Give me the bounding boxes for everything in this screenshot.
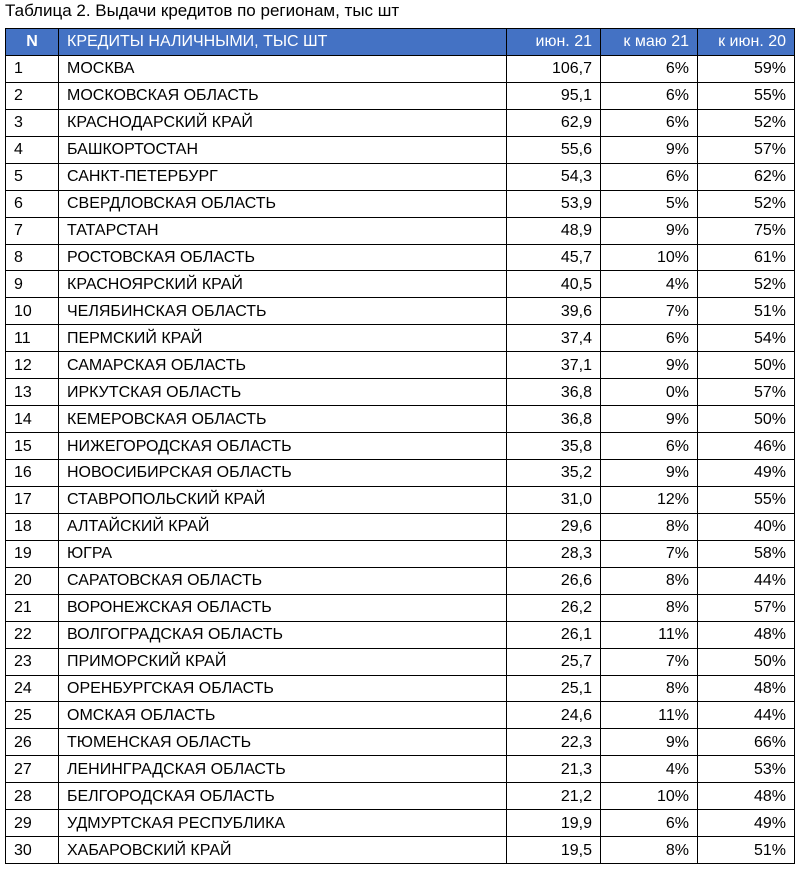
cell-jun21: 29,6 [507, 513, 601, 540]
cell-vs-jun20: 49% [698, 810, 795, 837]
cell-vs-jun20: 40% [698, 513, 795, 540]
cell-jun21: 39,6 [507, 298, 601, 325]
cell-vs-jun20: 57% [698, 136, 795, 163]
table-row [6, 217, 795, 244]
cell-jun21: 21,3 [507, 756, 601, 783]
cell-jun21: 53,9 [507, 190, 601, 217]
table-row [6, 109, 795, 136]
table-row [6, 702, 795, 729]
cell-vs-may21: 6% [601, 325, 698, 352]
cell-region: САМАРСКАЯ ОБЛАСТЬ [59, 352, 507, 379]
cell-jun21: 37,1 [507, 352, 601, 379]
cell-region: КЕМЕРОВСКАЯ ОБЛАСТЬ [59, 406, 507, 433]
cell-jun21: 35,2 [507, 460, 601, 487]
cell-vs-jun20: 62% [698, 163, 795, 190]
cell-vs-may21: 0% [601, 379, 698, 406]
cell-n: 23 [6, 648, 59, 675]
cell-vs-may21: 11% [601, 621, 698, 648]
cell-n: 19 [6, 540, 59, 567]
cell-n: 8 [6, 244, 59, 271]
table-caption: Таблица 2. Выдачи кредитов по регионам, тыс шт [5, 1, 400, 20]
cell-n: 18 [6, 513, 59, 540]
cell-n: 26 [6, 729, 59, 756]
cell-region: ЧЕЛЯБИНСКАЯ ОБЛАСТЬ [59, 298, 507, 325]
cell-n: 3 [6, 109, 59, 136]
cell-jun21: 62,9 [507, 109, 601, 136]
table-row [6, 352, 795, 379]
cell-vs-jun20: 51% [698, 298, 795, 325]
table-row [6, 837, 795, 864]
cell-vs-jun20: 46% [698, 433, 795, 460]
cell-vs-jun20: 66% [698, 729, 795, 756]
table-header [6, 29, 795, 56]
cell-n: 25 [6, 702, 59, 729]
cell-n: 21 [6, 594, 59, 621]
cell-jun21: 28,3 [507, 540, 601, 567]
cell-n: 11 [6, 325, 59, 352]
cell-region: ОРЕНБУРГСКАЯ ОБЛАСТЬ [59, 675, 507, 702]
cell-vs-may21: 7% [601, 540, 698, 567]
cell-vs-jun20: 50% [698, 648, 795, 675]
cell-n: 12 [6, 352, 59, 379]
table-row [6, 567, 795, 594]
table-row [6, 460, 795, 487]
cell-vs-may21: 8% [601, 675, 698, 702]
cell-vs-jun20: 59% [698, 55, 795, 82]
table-row [6, 486, 795, 513]
cell-jun21: 36,8 [507, 379, 601, 406]
table-row [6, 379, 795, 406]
cell-jun21: 26,6 [507, 567, 601, 594]
cell-n: 22 [6, 621, 59, 648]
cell-region: ВОЛГОГРАДСКАЯ ОБЛАСТЬ [59, 621, 507, 648]
cell-vs-may21: 9% [601, 136, 698, 163]
table-row [6, 244, 795, 271]
table-row [6, 540, 795, 567]
cell-n: 28 [6, 783, 59, 810]
cell-vs-may21: 6% [601, 82, 698, 109]
cell-n: 10 [6, 298, 59, 325]
table-row [6, 55, 795, 82]
cell-region: ХАБАРОВСКИЙ КРАЙ [59, 837, 507, 864]
cell-region: ВОРОНЕЖСКАЯ ОБЛАСТЬ [59, 594, 507, 621]
table-row [6, 163, 795, 190]
cell-n: 29 [6, 810, 59, 837]
cell-n: 27 [6, 756, 59, 783]
cell-jun21: 55,6 [507, 136, 601, 163]
header-vs-may21: к маю 21 [601, 29, 698, 56]
cell-region: АЛТАЙСКИЙ КРАЙ [59, 513, 507, 540]
table-row [6, 271, 795, 298]
cell-region: САРАТОВСКАЯ ОБЛАСТЬ [59, 567, 507, 594]
table-row [6, 783, 795, 810]
cell-region: ПРИМОРСКИЙ КРАЙ [59, 648, 507, 675]
cell-vs-jun20: 48% [698, 621, 795, 648]
cell-vs-may21: 6% [601, 810, 698, 837]
cell-jun21: 24,6 [507, 702, 601, 729]
cell-region: СТАВРОПОЛЬСКИЙ КРАЙ [59, 486, 507, 513]
cell-region: БАШКОРТОСТАН [59, 136, 507, 163]
cell-region: НИЖЕГОРОДСКАЯ ОБЛАСТЬ [59, 433, 507, 460]
regions-table [5, 28, 795, 864]
cell-jun21: 106,7 [507, 55, 601, 82]
table-row [6, 594, 795, 621]
cell-vs-may21: 4% [601, 271, 698, 298]
cell-vs-jun20: 44% [698, 567, 795, 594]
header-n: N [6, 29, 59, 56]
cell-region: ТАТАРСТАН [59, 217, 507, 244]
cell-n: 4 [6, 136, 59, 163]
cell-jun21: 22,3 [507, 729, 601, 756]
table-row [6, 621, 795, 648]
cell-vs-jun20: 61% [698, 244, 795, 271]
cell-n: 16 [6, 460, 59, 487]
cell-n: 15 [6, 433, 59, 460]
cell-n: 13 [6, 379, 59, 406]
cell-vs-may21: 8% [601, 567, 698, 594]
cell-jun21: 95,1 [507, 82, 601, 109]
cell-region: МОСКВА [59, 55, 507, 82]
cell-region: МОСКОВСКАЯ ОБЛАСТЬ [59, 82, 507, 109]
cell-region: БЕЛГОРОДСКАЯ ОБЛАСТЬ [59, 783, 507, 810]
table-row [6, 190, 795, 217]
cell-vs-may21: 12% [601, 486, 698, 513]
cell-vs-jun20: 55% [698, 486, 795, 513]
cell-vs-jun20: 48% [698, 783, 795, 810]
cell-vs-jun20: 58% [698, 540, 795, 567]
cell-jun21: 26,2 [507, 594, 601, 621]
header-name: КРЕДИТЫ НАЛИЧНЫМИ, ТЫС ШТ [59, 29, 507, 56]
cell-n: 14 [6, 406, 59, 433]
table-row [6, 648, 795, 675]
table-row [6, 810, 795, 837]
cell-n: 7 [6, 217, 59, 244]
cell-vs-jun20: 44% [698, 702, 795, 729]
cell-vs-jun20: 48% [698, 675, 795, 702]
header-vs-jun20: к июн. 20 [698, 29, 795, 56]
cell-jun21: 31,0 [507, 486, 601, 513]
cell-vs-jun20: 50% [698, 352, 795, 379]
cell-vs-may21: 8% [601, 513, 698, 540]
table-row [6, 406, 795, 433]
table-row [6, 298, 795, 325]
table-row [6, 325, 795, 352]
cell-jun21: 36,8 [507, 406, 601, 433]
table-row [6, 82, 795, 109]
cell-jun21: 54,3 [507, 163, 601, 190]
cell-vs-may21: 9% [601, 460, 698, 487]
cell-region: ОМСКАЯ ОБЛАСТЬ [59, 702, 507, 729]
cell-n: 6 [6, 190, 59, 217]
cell-region: ТЮМЕНСКАЯ ОБЛАСТЬ [59, 729, 507, 756]
cell-vs-may21: 11% [601, 702, 698, 729]
cell-vs-jun20: 51% [698, 837, 795, 864]
cell-jun21: 37,4 [507, 325, 601, 352]
cell-n: 24 [6, 675, 59, 702]
cell-vs-may21: 6% [601, 55, 698, 82]
cell-vs-jun20: 75% [698, 217, 795, 244]
table-row [6, 756, 795, 783]
cell-region: ПЕРМСКИЙ КРАЙ [59, 325, 507, 352]
cell-n: 2 [6, 82, 59, 109]
cell-region: СВЕРДЛОВСКАЯ ОБЛАСТЬ [59, 190, 507, 217]
cell-vs-may21: 8% [601, 837, 698, 864]
cell-region: НОВОСИБИРСКАЯ ОБЛАСТЬ [59, 460, 507, 487]
cell-vs-may21: 6% [601, 433, 698, 460]
cell-region: ЮГРА [59, 540, 507, 567]
table-body [6, 55, 795, 863]
cell-vs-may21: 9% [601, 406, 698, 433]
cell-n: 30 [6, 837, 59, 864]
cell-vs-jun20: 54% [698, 325, 795, 352]
cell-vs-may21: 5% [601, 190, 698, 217]
cell-region: САНКТ-ПЕТЕРБУРГ [59, 163, 507, 190]
cell-region: КРАСНОЯРСКИЙ КРАЙ [59, 271, 507, 298]
header-jun21: июн. 21 [507, 29, 601, 56]
cell-vs-may21: 9% [601, 217, 698, 244]
cell-jun21: 25,1 [507, 675, 601, 702]
cell-vs-jun20: 57% [698, 594, 795, 621]
cell-vs-jun20: 49% [698, 460, 795, 487]
table-row [6, 729, 795, 756]
cell-region: ЛЕНИНГРАДСКАЯ ОБЛАСТЬ [59, 756, 507, 783]
cell-vs-may21: 7% [601, 648, 698, 675]
cell-jun21: 40,5 [507, 271, 601, 298]
cell-region: ИРКУТСКАЯ ОБЛАСТЬ [59, 379, 507, 406]
cell-n: 20 [6, 567, 59, 594]
cell-jun21: 48,9 [507, 217, 601, 244]
cell-vs-may21: 7% [601, 298, 698, 325]
cell-vs-jun20: 50% [698, 406, 795, 433]
cell-jun21: 25,7 [507, 648, 601, 675]
cell-vs-jun20: 52% [698, 271, 795, 298]
cell-region: УДМУРТСКАЯ РЕСПУБЛИКА [59, 810, 507, 837]
cell-vs-may21: 9% [601, 352, 698, 379]
cell-vs-may21: 6% [601, 109, 698, 136]
cell-vs-may21: 6% [601, 163, 698, 190]
table-row [6, 513, 795, 540]
cell-vs-may21: 10% [601, 244, 698, 271]
table-row [6, 433, 795, 460]
cell-n: 17 [6, 486, 59, 513]
header-row [6, 29, 795, 56]
cell-n: 5 [6, 163, 59, 190]
table-row [6, 675, 795, 702]
cell-region: РОСТОВСКАЯ ОБЛАСТЬ [59, 244, 507, 271]
table-row [6, 136, 795, 163]
cell-jun21: 45,7 [507, 244, 601, 271]
cell-vs-jun20: 52% [698, 190, 795, 217]
cell-vs-jun20: 57% [698, 379, 795, 406]
cell-jun21: 26,1 [507, 621, 601, 648]
cell-jun21: 19,5 [507, 837, 601, 864]
cell-vs-jun20: 55% [698, 82, 795, 109]
cell-vs-jun20: 52% [698, 109, 795, 136]
cell-vs-may21: 8% [601, 594, 698, 621]
cell-jun21: 35,8 [507, 433, 601, 460]
cell-jun21: 19,9 [507, 810, 601, 837]
cell-vs-may21: 4% [601, 756, 698, 783]
cell-n: 9 [6, 271, 59, 298]
cell-region: КРАСНОДАРСКИЙ КРАЙ [59, 109, 507, 136]
cell-n: 1 [6, 55, 59, 82]
cell-vs-may21: 9% [601, 729, 698, 756]
cell-jun21: 21,2 [507, 783, 601, 810]
cell-vs-may21: 10% [601, 783, 698, 810]
cell-vs-jun20: 53% [698, 756, 795, 783]
